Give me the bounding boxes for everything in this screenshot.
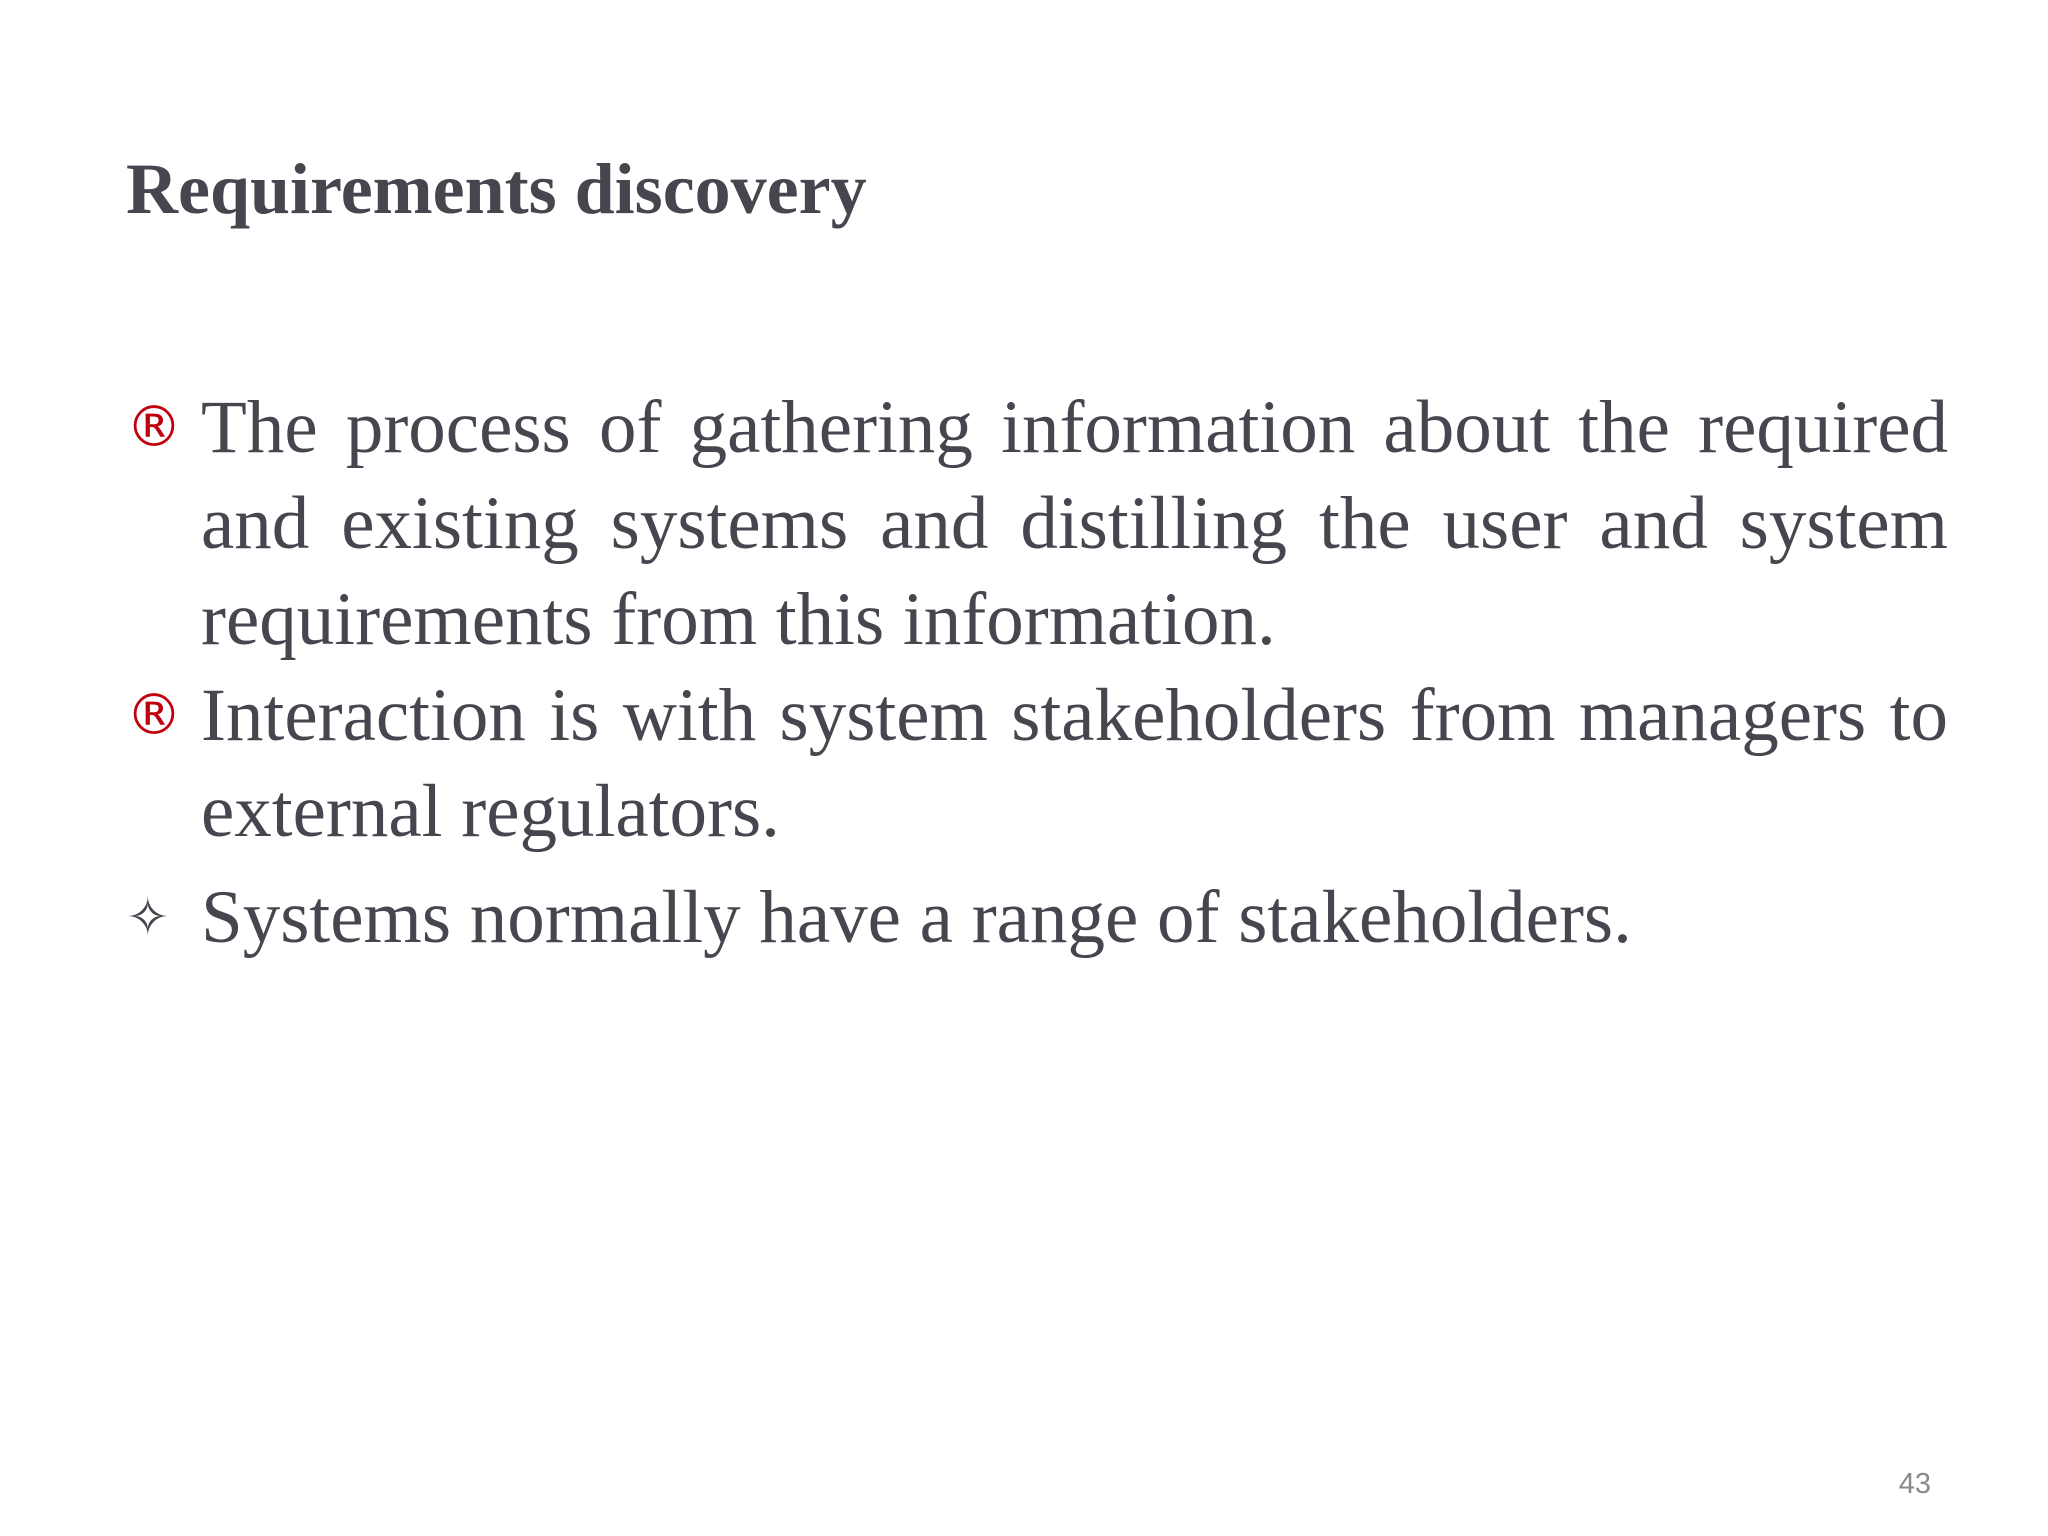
four-pointed-star-icon: ✧ <box>126 888 170 948</box>
bullet-text: Interaction is with system stakeholders from managers to external regulators. <box>201 674 1948 853</box>
registered-icon: ® <box>126 683 182 748</box>
bullet-list <box>126 380 1948 966</box>
bullet-item <box>126 870 1948 966</box>
bullet-item <box>126 668 1948 860</box>
registered-icon: ® <box>126 395 182 460</box>
bullet-text: The process of gathering information about the required and existing systems and distilling the user and system requirements from this information. <box>201 386 1948 661</box>
bullet-text: Systems normally have a range of stakeholders. <box>201 876 1632 959</box>
bullet-item <box>126 380 1948 668</box>
slide-title: Requirements discovery <box>126 149 867 229</box>
page-number: 43 <box>1898 1468 1931 1500</box>
